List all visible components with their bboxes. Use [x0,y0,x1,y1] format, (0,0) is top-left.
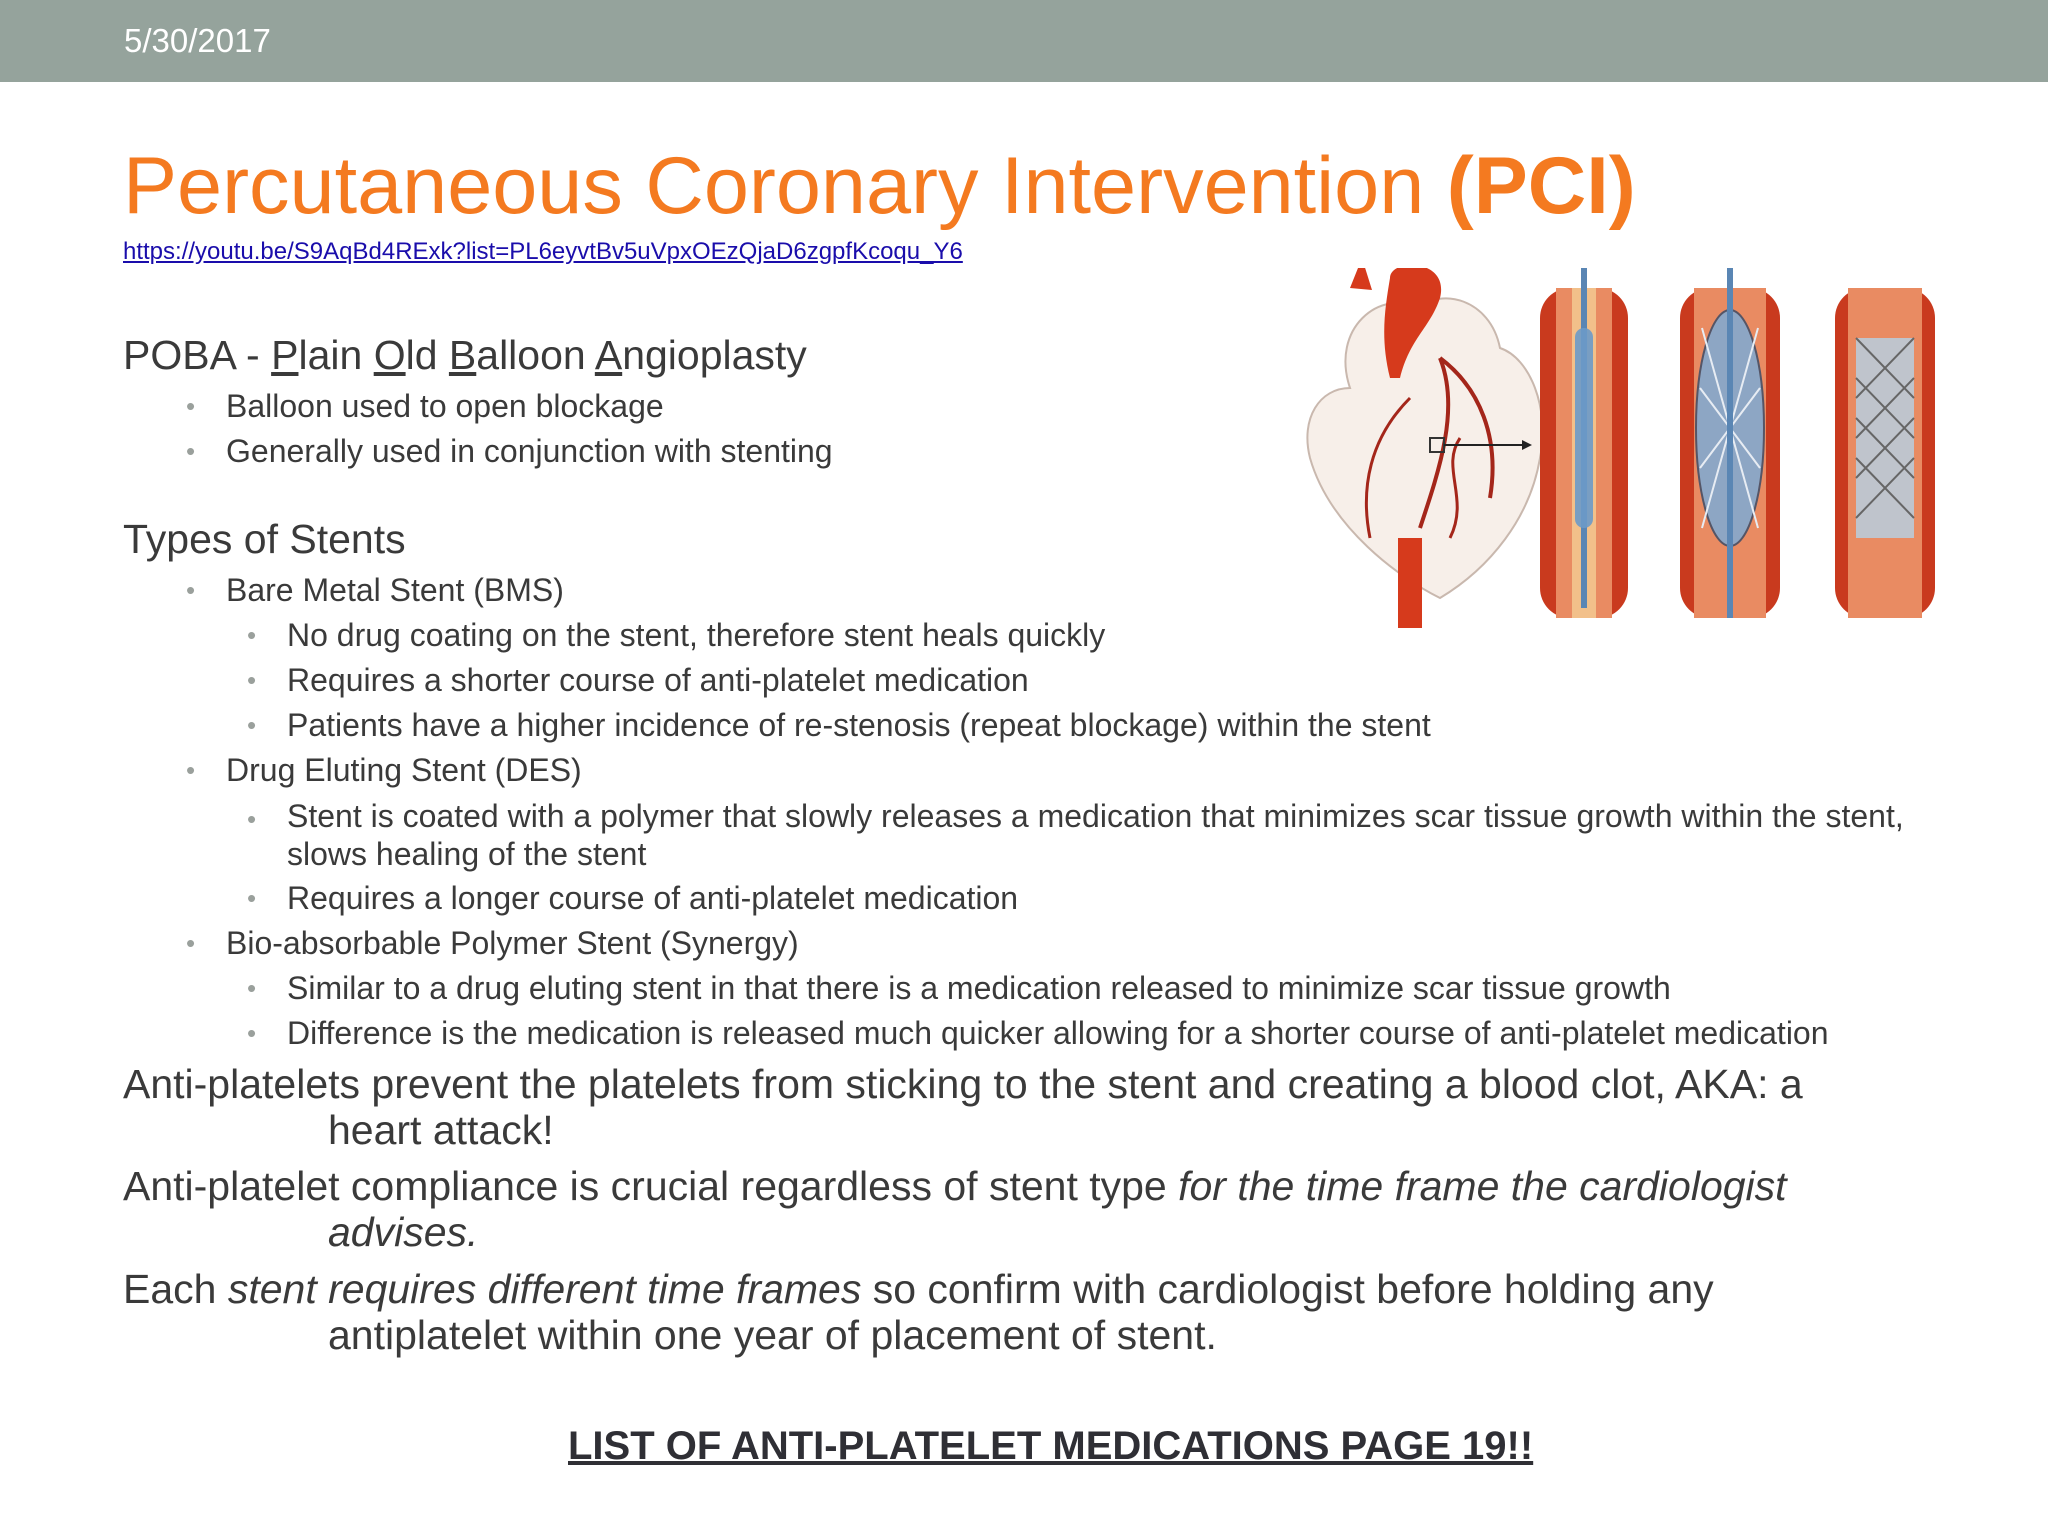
bps-label: • Bio-absorbable Polymer Stent (Synergy) [226,925,799,962]
heart-icon [1307,268,1542,628]
slide-date: 5/30/2017 [124,22,271,59]
bms-item: • Patients have a higher incidence of re-stenosis (repeat blockage) within the stent [287,707,1431,744]
des-item: • Requires a longer course of anti-platelet medication [287,880,1018,917]
heart-stent-illustration [1290,268,1990,628]
poba-bullet: • Balloon used to open blockage [226,388,664,425]
des-label: • Drug Eluting Stent (DES) [226,752,582,789]
bms-item: • Requires a shorter course of anti-platelet medication [287,662,1029,699]
timeframe-paragraph: Each stent requires different time frames so confirm with cardiologist before holding any antiplatelet within one year of placement of stent. [123,1266,1714,1358]
compliance-paragraph: Anti-platelet compliance is crucial regardless of stent type for the time frame the cardiologist advises. [123,1163,1787,1255]
title-abbr: (PCI) [1446,141,1636,231]
poba-heading: POBA - Plain Old Balloon Angioplasty [123,332,807,378]
des-item: • Stent is coated with a polymer that slowly releases a medication that minimizes scar tissue growth within the stent, slows healing of the stent [287,797,1927,873]
artery-inflated-balloon [1680,268,1780,618]
poba-bullet: • Generally used in conjunction with stenting [226,433,833,470]
header-bar [0,0,2048,82]
antiplatelet-paragraph: Anti-platelets prevent the platelets from sticking to the stent and creating a blood clot, AKA: a heart attack! [123,1061,1803,1153]
stents-heading: Types of Stents [123,516,406,562]
bps-item: • Similar to a drug eluting stent in that there is a medication released to minimize scar tissue growth [287,970,1671,1007]
medication-list-note: LIST OF ANTI-PLATELET MEDICATIONS PAGE 19!! [568,1424,1534,1468]
bps-item: • Difference is the medication is released much quicker allowing for a shorter course of anti-platelet medication [287,1015,1829,1052]
video-link[interactable]: https://youtu.be/S9AqBd4RExk?list=PL6eyvtBv5uVpxOEzQjaD6zgpfKcoqu_Y6 [123,238,963,265]
slide-title [123,141,1636,231]
bms-label: • Bare Metal Stent (BMS) [226,572,564,609]
artery-expanded-stent [1835,288,1935,618]
artery-balloon-catheter [1540,268,1628,618]
title-main: Percutaneous Coronary Intervention [123,141,1447,231]
bms-item: • No drug coating on the stent, therefore stent heals quickly [287,617,1105,654]
